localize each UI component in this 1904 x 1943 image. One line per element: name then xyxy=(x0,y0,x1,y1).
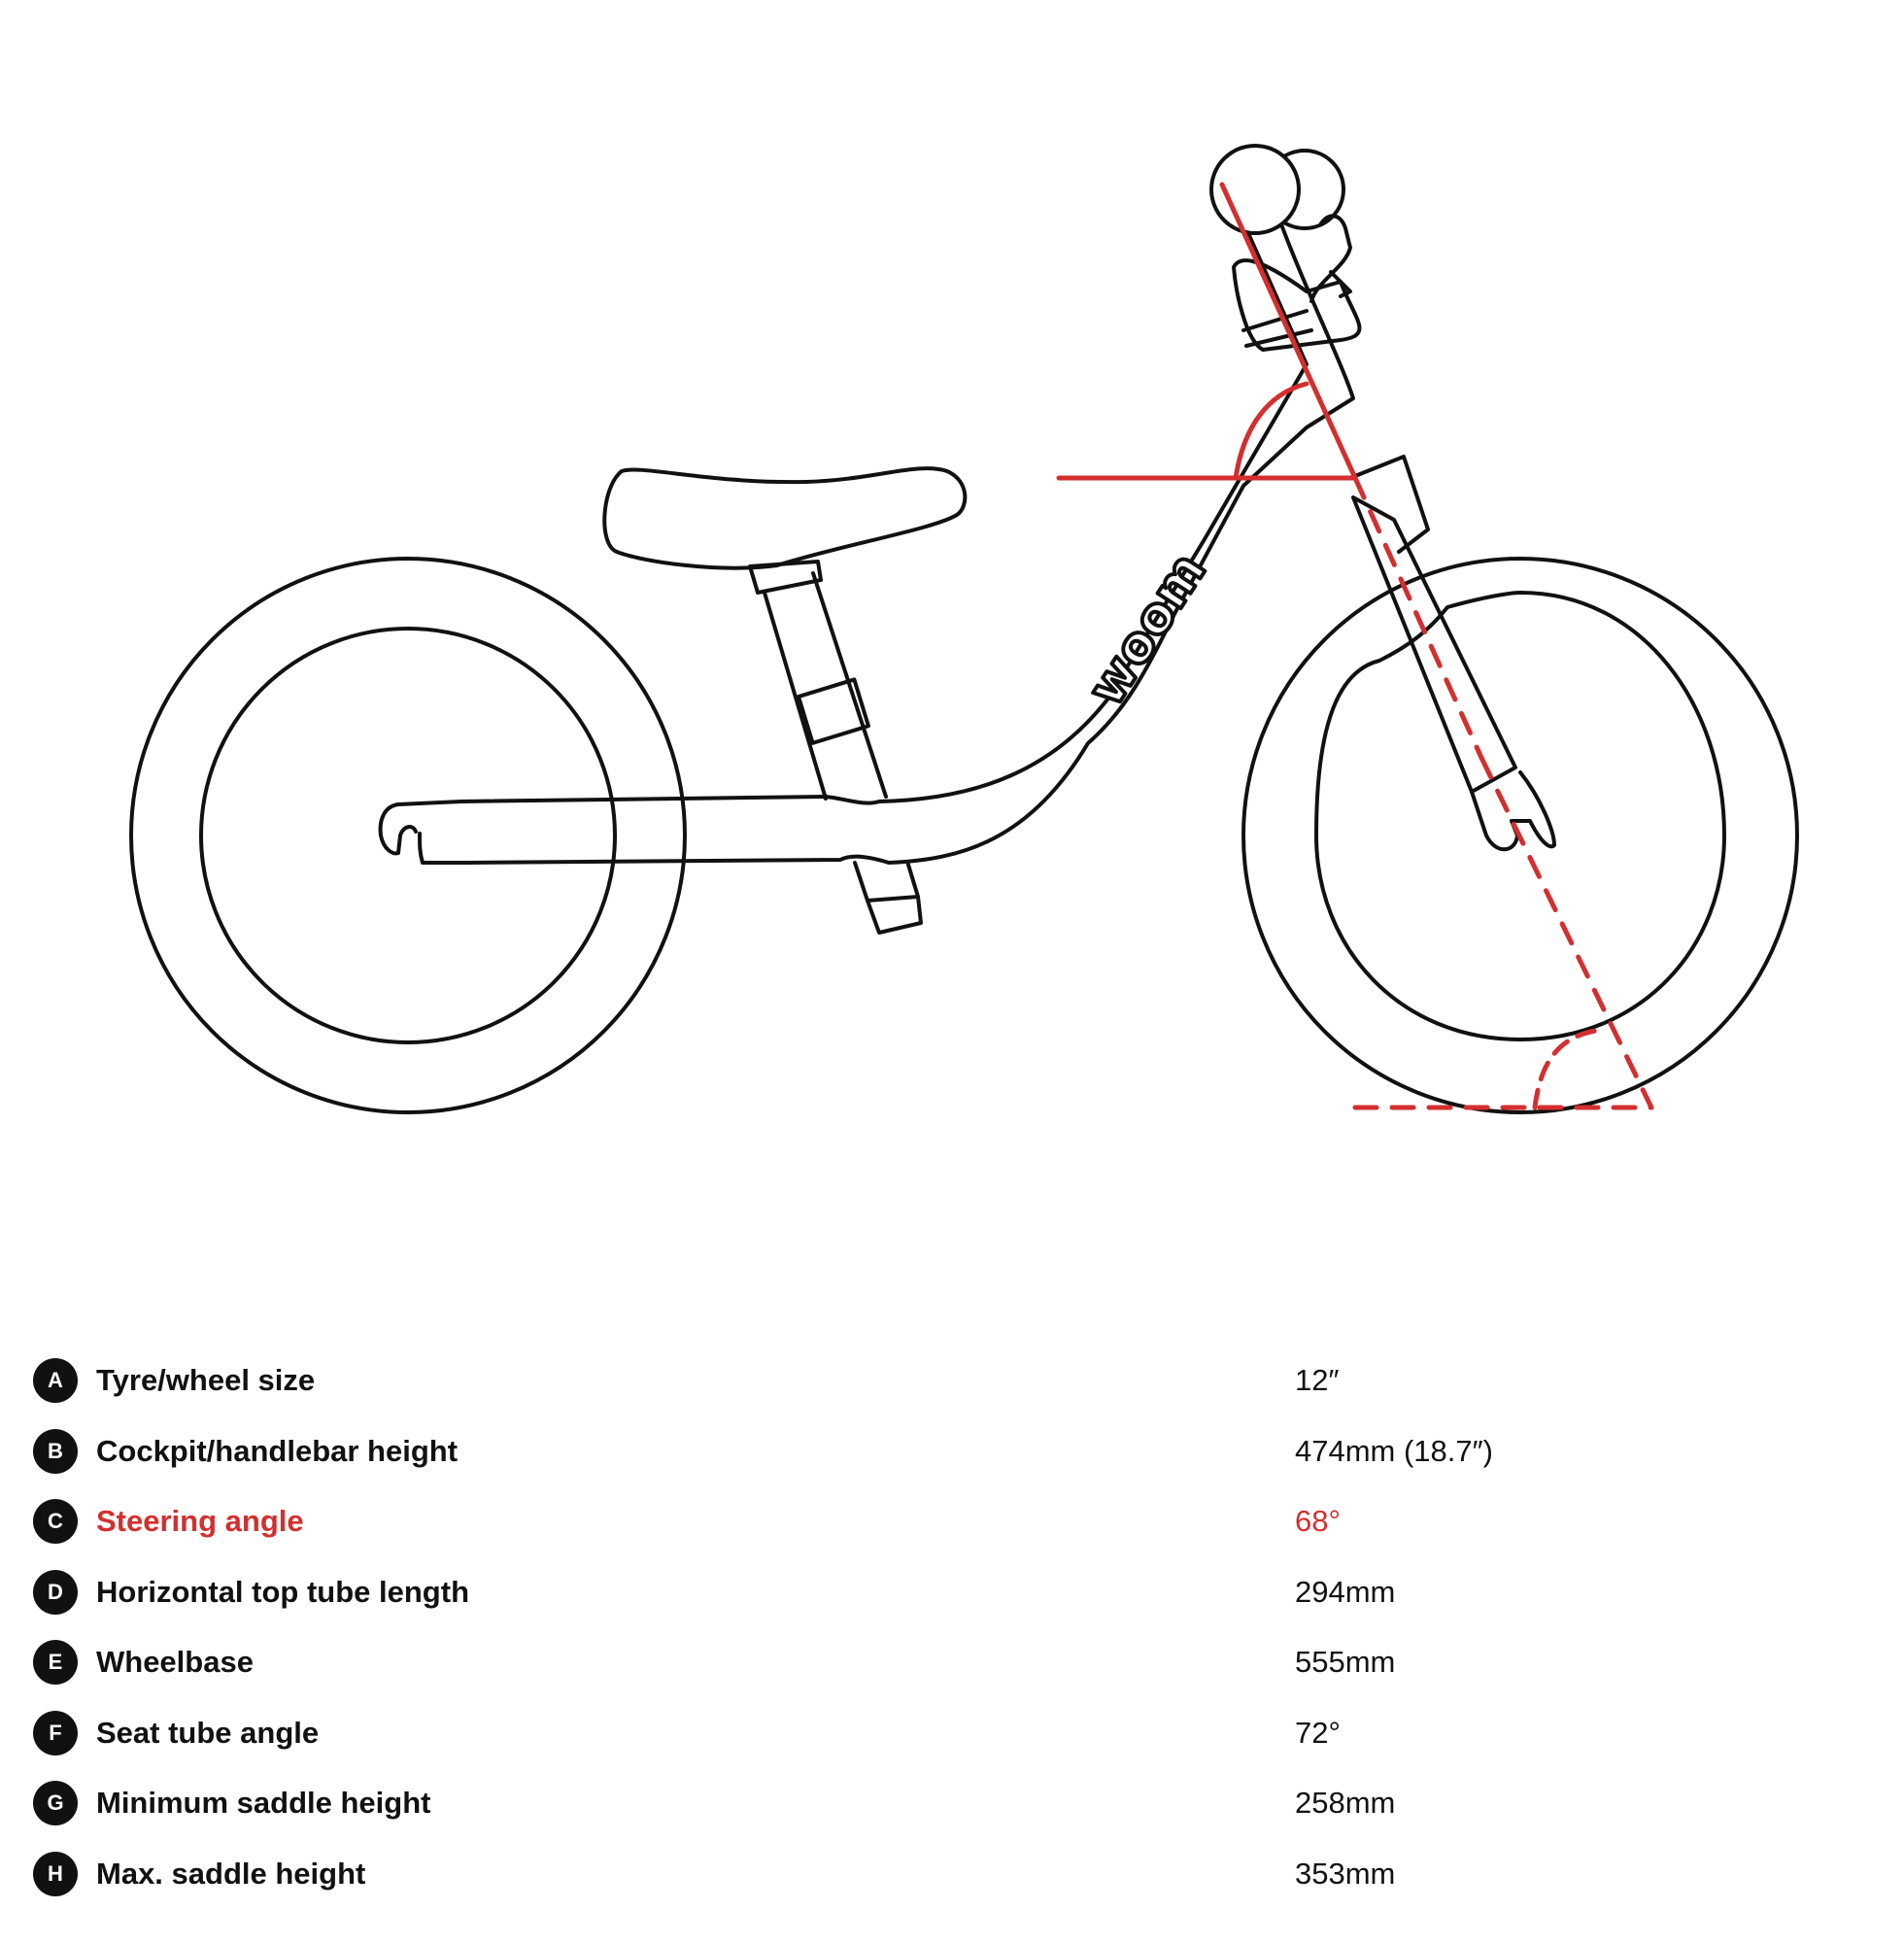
saddle xyxy=(604,468,965,568)
spec-value: 68° xyxy=(1295,1504,1341,1538)
spec-badge-b: B xyxy=(33,1429,78,1474)
trail-axis-extension xyxy=(1481,758,1651,1108)
steering-axis-extension xyxy=(1355,478,1481,758)
seat-clamp-bolt xyxy=(867,897,921,933)
spec-label: Tyre/wheel size xyxy=(96,1363,316,1397)
fork xyxy=(1353,457,1554,849)
spec-row-steering-angle xyxy=(33,1497,1879,1568)
spec-row-tyre-wheel-size xyxy=(33,1356,1879,1427)
spec-row-top-tube-length xyxy=(33,1568,1879,1639)
spec-value: 555mm xyxy=(1295,1645,1396,1679)
seatpost xyxy=(750,562,886,799)
spec-badge-d: D xyxy=(33,1570,78,1615)
spec-value: 258mm xyxy=(1295,1786,1396,1820)
spec-badge-h: H xyxy=(33,1852,78,1896)
spec-label: Wheelbase xyxy=(96,1645,254,1679)
seat-clamp xyxy=(855,863,918,901)
spec-row-max-saddle-height xyxy=(33,1850,1879,1921)
spec-value: 72° xyxy=(1295,1715,1341,1750)
spec-label: Seat tube angle xyxy=(96,1715,320,1750)
spec-row-wheelbase xyxy=(33,1638,1879,1709)
spec-label: Max. saddle height xyxy=(96,1856,366,1891)
spec-row-min-saddle-height xyxy=(33,1779,1879,1850)
spec-badge-f: F xyxy=(33,1711,78,1756)
rear-tyre-outer xyxy=(131,559,685,1112)
rear-wheel xyxy=(131,559,685,1112)
brand-logo: woom xyxy=(1076,542,1218,717)
spec-row-cockpit-height xyxy=(33,1427,1879,1498)
spec-row-seat-tube-angle xyxy=(33,1709,1879,1780)
front-tyre-inner xyxy=(1316,593,1724,1040)
spec-label: Steering angle xyxy=(96,1504,304,1538)
spec-label: Cockpit/handlebar height xyxy=(96,1433,459,1468)
stem xyxy=(1234,260,1359,350)
spec-value: 294mm xyxy=(1295,1574,1396,1609)
spec-label: Horizontal top tube length xyxy=(96,1574,470,1609)
spec-label: Minimum saddle height xyxy=(96,1786,431,1820)
spec-badge-a: A xyxy=(33,1358,78,1403)
spec-value: 353mm xyxy=(1295,1856,1396,1891)
spec-value: 474mm (18.7″) xyxy=(1295,1433,1493,1468)
spec-value: 12″ xyxy=(1295,1363,1340,1397)
spec-badge-e: E xyxy=(33,1640,78,1685)
rear-tyre-inner xyxy=(201,629,615,1042)
fork-leg xyxy=(1353,497,1515,792)
geometry-spec-table xyxy=(33,1356,1879,1920)
spec-badge-c: C xyxy=(33,1499,78,1544)
ground-angle-arc xyxy=(1535,1030,1603,1108)
seatpost-tube xyxy=(765,593,826,799)
spec-badge-g: G xyxy=(33,1781,78,1825)
